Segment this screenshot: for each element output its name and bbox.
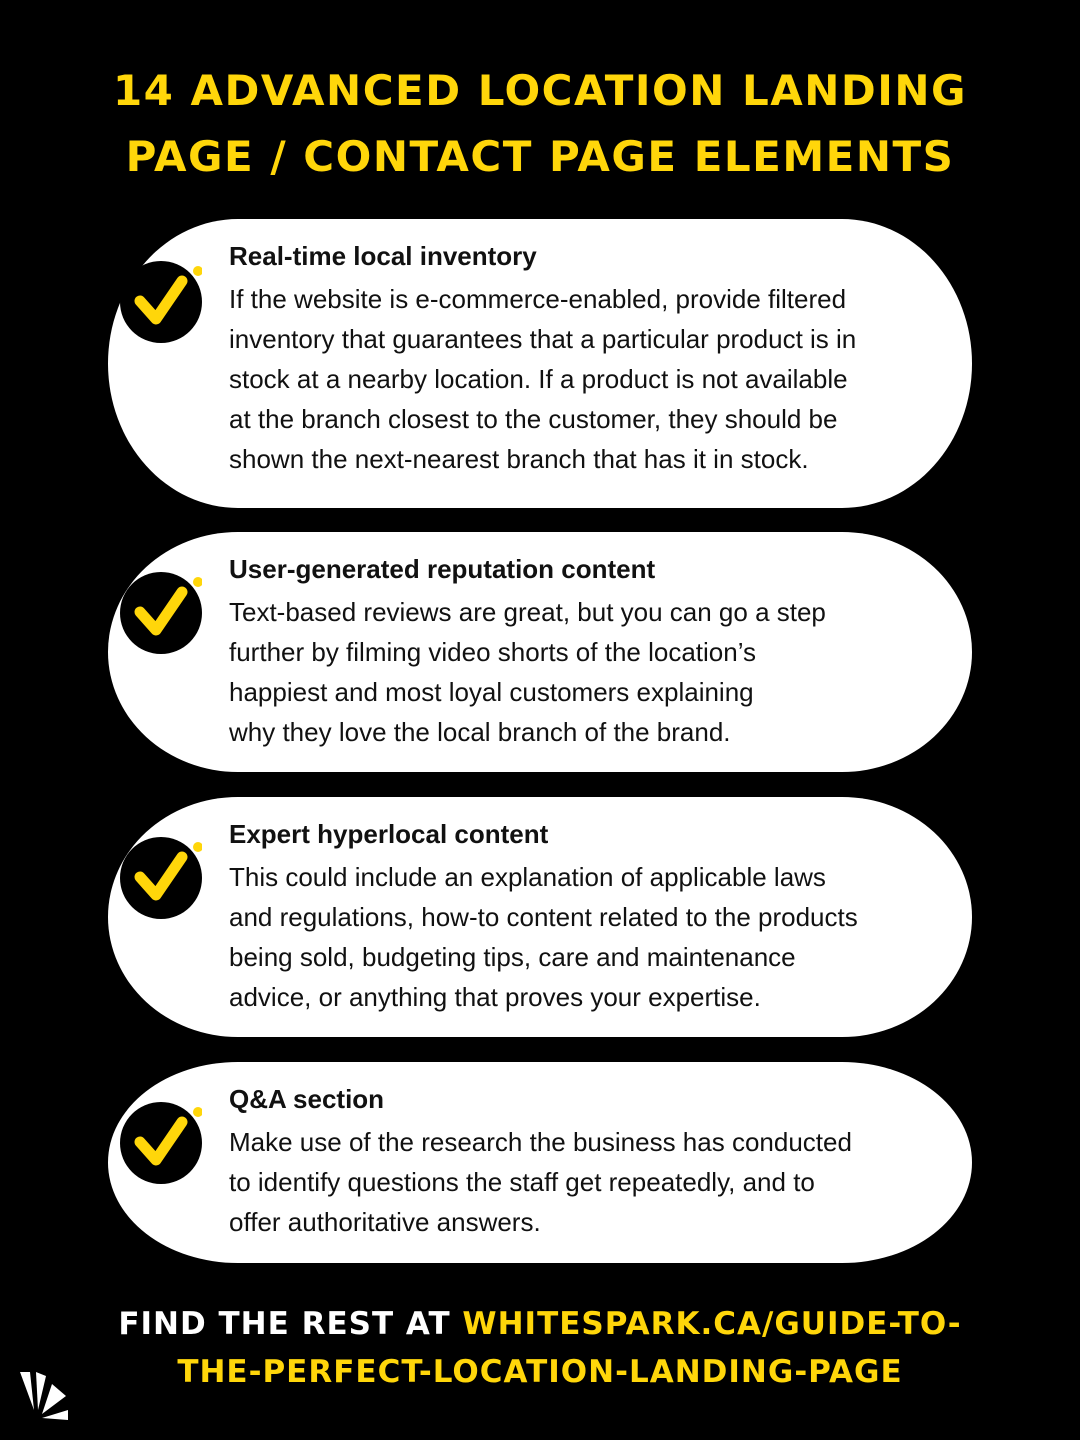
footer-line-1	[0, 1300, 1080, 1348]
feature-card-text	[229, 817, 944, 1017]
feature-card-heading: Real-time local inventory	[229, 241, 537, 271]
checkmark-icon	[120, 261, 202, 343]
feature-card-body	[229, 592, 944, 752]
feature-card-text	[229, 239, 944, 479]
feature-card-body-line: happiest and most loyal customers explaining	[229, 677, 754, 707]
checkmark-icon	[120, 837, 202, 919]
feature-card-body-line: shown the next-nearest branch that has it in stock.	[229, 444, 809, 474]
feature-card-text	[229, 1082, 944, 1242]
feature-card-body-line: If the website is e-commerce-enabled, provide filtered	[229, 284, 847, 314]
footer-cta	[0, 1300, 1080, 1396]
feature-card-body	[229, 279, 944, 479]
feature-card-body-line: Text-based reviews are great, but you can go a step	[229, 597, 826, 627]
page-title	[0, 58, 1080, 190]
feature-card-body-line: inventory that guarantees that a particular product is in	[229, 324, 857, 354]
feature-card-text	[229, 552, 944, 752]
feature-card-real-time-inventory	[108, 219, 972, 508]
feature-card-hyperlocal-content	[108, 797, 972, 1037]
feature-card-body-line: further by filming video shorts of the location’s	[229, 637, 757, 667]
feature-card-reputation-content	[108, 532, 972, 772]
checkmark-icon	[120, 572, 202, 654]
feature-card-heading: User-generated reputation content	[229, 554, 656, 584]
feature-card-body-line: stock at a nearby location. If a product is not available	[229, 364, 848, 394]
feature-card-body	[229, 857, 944, 1017]
whitespark-logo-icon	[18, 1370, 70, 1422]
feature-card-body-line: Make use of the research the business has conducted	[229, 1127, 852, 1157]
footer-prefix: FIND THE REST AT	[118, 1306, 463, 1342]
feature-card-body-line: being sold, budgeting tips, care and maintenance	[229, 942, 796, 972]
checkmark-icon	[120, 1102, 202, 1184]
footer-link-part-1[interactable]: WHITESPARK.CA/GUIDE-TO-	[462, 1306, 962, 1342]
feature-card-body-line: This could include an explanation of applicable laws	[229, 862, 826, 892]
feature-card-body-line: advice, or anything that proves your expertise.	[229, 982, 761, 1012]
feature-card-heading: Q&A section	[229, 1084, 385, 1114]
feature-card-body-line: why they love the local branch of the brand.	[229, 717, 731, 747]
feature-card-body-line: and regulations, how-to content related to the products	[229, 902, 858, 932]
feature-card-body-line: at the branch closest to the customer, they should be	[229, 404, 838, 434]
feature-card-qa-section	[108, 1062, 972, 1263]
feature-card-body	[229, 1122, 944, 1242]
page-title-line-2: PAGE / CONTACT PAGE ELEMENTS	[125, 132, 955, 181]
page-title-line-1: 14 ADVANCED LOCATION LANDING	[112, 66, 968, 115]
feature-card-body-line: to identify questions the staff get repeatedly, and to	[229, 1167, 815, 1197]
feature-card-heading: Expert hyperlocal content	[229, 819, 549, 849]
feature-card-body-line: offer authoritative answers.	[229, 1207, 541, 1237]
footer-link-part-2[interactable]: THE-PERFECT-LOCATION-LANDING-PAGE	[177, 1354, 903, 1390]
